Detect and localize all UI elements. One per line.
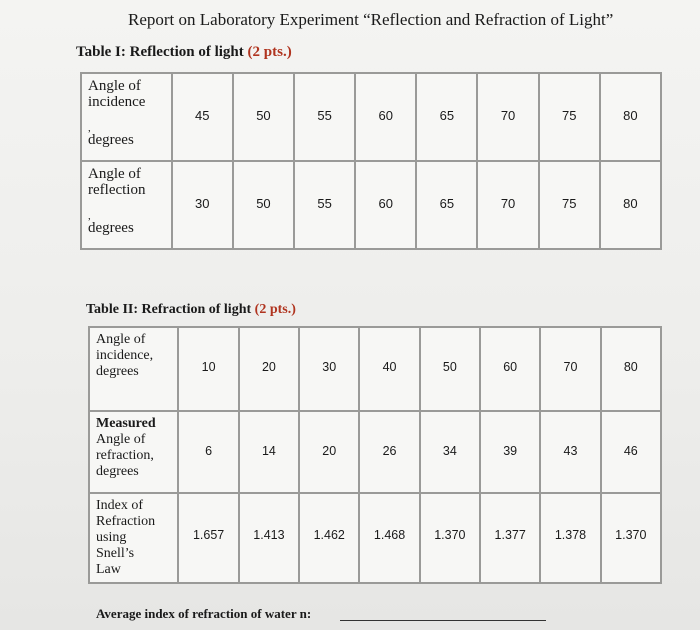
header-mark: , xyxy=(88,210,91,222)
table-cell: 30 xyxy=(299,327,359,411)
table-cell: 60 xyxy=(480,327,540,411)
table-cell: 50 xyxy=(233,73,294,161)
table2-caption xyxy=(86,302,296,318)
average-index-label: Average index of refraction of water n: xyxy=(96,606,312,621)
header-line: Law xyxy=(96,562,121,577)
header-line: reflection xyxy=(88,182,146,198)
table-cell: 55 xyxy=(294,73,355,161)
row-header-angle-refraction xyxy=(89,411,178,493)
table-cell: 60 xyxy=(355,73,416,161)
table-cell: 20 xyxy=(239,327,299,411)
table-cell: 10 xyxy=(178,327,238,411)
table-cell: 40 xyxy=(359,327,419,411)
header-line: Angle of xyxy=(88,166,141,182)
reflection-table xyxy=(80,72,662,250)
table1-caption xyxy=(76,44,292,61)
table-cell: 80 xyxy=(600,161,661,249)
table-row xyxy=(89,411,661,493)
table2-caption-text: Table II: Refraction of light xyxy=(86,302,252,317)
header-line: incidence, xyxy=(96,348,154,363)
table-cell: 26 xyxy=(359,411,419,493)
table-cell: 70 xyxy=(540,327,600,411)
table-cell: 1.657 xyxy=(178,493,238,583)
header-line: Angle of xyxy=(96,332,146,347)
row-header-index-refraction xyxy=(89,493,178,583)
table-cell: 70 xyxy=(477,73,538,161)
table-cell: 80 xyxy=(600,73,661,161)
header-line: Snell’s xyxy=(96,546,135,561)
table-cell: 6 xyxy=(178,411,238,493)
table-cell: 30 xyxy=(172,161,233,249)
table-cell: 1.370 xyxy=(420,493,480,583)
header-line: Angle of xyxy=(96,432,146,447)
table-cell: 50 xyxy=(233,161,294,249)
table-row xyxy=(89,327,661,411)
table-cell: 1.378 xyxy=(540,493,600,583)
table-row xyxy=(81,161,661,249)
table-cell: 14 xyxy=(239,411,299,493)
header-line: degrees xyxy=(96,464,139,479)
table-cell: 75 xyxy=(539,161,600,249)
report-title: Report on Laboratory Experiment “Reflection and Refraction of Light” xyxy=(128,10,614,29)
row-header-angle-incidence xyxy=(81,73,172,161)
header-line: using xyxy=(96,530,127,545)
table-cell: 50 xyxy=(420,327,480,411)
row-header-angle-reflection xyxy=(81,161,172,249)
header-line: Refraction xyxy=(96,514,156,529)
header-line: Measured xyxy=(96,416,156,431)
header-unit: degrees xyxy=(88,132,134,148)
table-cell: 70 xyxy=(477,161,538,249)
answer-blank-line[interactable] xyxy=(340,620,546,621)
table-cell: 65 xyxy=(416,73,477,161)
table-cell: 80 xyxy=(601,327,661,411)
table-cell: 43 xyxy=(540,411,600,493)
header-line: incidence xyxy=(88,94,146,110)
refraction-table xyxy=(88,326,662,584)
table-cell: 60 xyxy=(355,161,416,249)
table-cell: 20 xyxy=(299,411,359,493)
header-unit: degrees xyxy=(88,220,134,236)
table-cell: 1.468 xyxy=(359,493,419,583)
table-cell: 34 xyxy=(420,411,480,493)
header-line: refraction, xyxy=(96,448,154,463)
table-cell: 46 xyxy=(601,411,661,493)
table-cell: 1.413 xyxy=(239,493,299,583)
table-cell: 1.377 xyxy=(480,493,540,583)
header-line: Index of xyxy=(96,498,144,513)
table-cell: 55 xyxy=(294,161,355,249)
table-cell: 65 xyxy=(416,161,477,249)
table1-points: (2 pts.) xyxy=(247,44,292,60)
header-line: degrees xyxy=(96,364,139,379)
table-cell: 39 xyxy=(480,411,540,493)
header-mark: , xyxy=(88,122,91,134)
table-cell: 1.370 xyxy=(601,493,661,583)
header-line: Angle of xyxy=(88,78,141,94)
table2-points: (2 pts.) xyxy=(254,302,296,317)
table-cell: 1.462 xyxy=(299,493,359,583)
table-cell: 45 xyxy=(172,73,233,161)
table-cell: 75 xyxy=(539,73,600,161)
table1-caption-text: Table I: Reflection of light xyxy=(76,44,244,60)
row-header-angle-incidence xyxy=(89,327,178,411)
table-row xyxy=(89,493,661,583)
table-row xyxy=(81,73,661,161)
